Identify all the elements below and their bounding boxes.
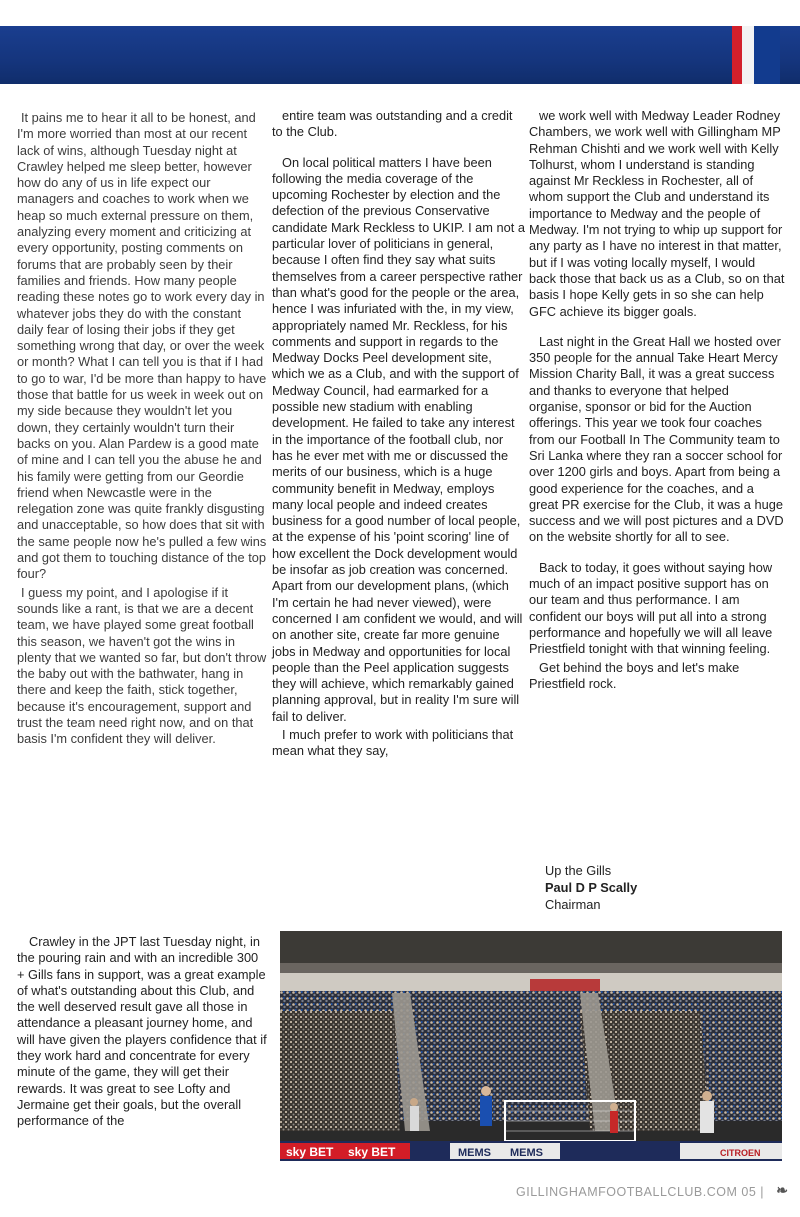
header-stripe-white: [742, 26, 754, 84]
signature-block: [545, 862, 637, 913]
board-citroen: CITROEN: [720, 1148, 761, 1158]
article-paragraph: Crawley in the JPT last Tuesday night, in the pouring rain and with an incredible 300 + Gills fans in support, was a great example of what's outstanding about this Club, and the well deserved result gave all those in attendance a pleasant journey home, and will have given the players confidence that if they work hard and concentrate for every minute of the game, they will get their rewards. It was great to see Lofty and Jermaine get their goals, but the overall performance of the: [17, 934, 267, 1129]
header-band: [0, 26, 800, 84]
article-paragraph: Back to today, it goes without saying how much of an impact positive support has on our team and thus performance. I am confident our boys will put all into a strong performance and hopefully we will all leave Priestfield tonight with that winning feeling.: [529, 559, 773, 657]
stadium-photo: [280, 931, 782, 1161]
board-mems-1: MEMS: [458, 1147, 491, 1159]
article-paragraph: we work well with Medway Leader Rodney Chambers, we work well with Gillingham MP Rehman Chishti and we work well with Kelly Tolhurst, whom I understand is standing against Mr Reckless in Rochester, all of whom support the Club and understand its importance to Medway and the people of Medway. I'm not trying to whip up support for any party as I have no interest in that matter, but if I was voting locally myself, I would back those that back us as a Club, so on that basis I hope Kelly gets in so she can help GFC achieve its bigger goals.: [529, 108, 785, 319]
article-paragraph: I much prefer to work with politicians that mean what they say,: [272, 726, 514, 759]
author-role: Chairman: [545, 897, 601, 912]
article-paragraph: It pains me to hear it all to be honest, and I'm more worried than most at our recent lack of wins, although Tuesday night at Crawley helped me sleep better, however how do any of us in life expect our managers and coaches to work when we heap so much external pressure on them, analyzing every moment and criticizing at every opportunity, posting comments on forums that are probably seen by their families and friends. How many people reading these notes go to work every day in whatever jobs they do with the constant daily fear of losing their jobs if they get something wrong that day, or over the week or month? What I can tell you is that if I had to go to war, I'd be more than happy to have those that battle for us week in week out on my side because they wouldn't let you down, they certainly wouldn't turn their backs on you. Alan Pardew is a good mate of mine and I can tell you the abuse he and his family were getting from our Geordie friend when Newcastle were in the relegation zone was quite frankly disgusting and unacceptable, so how does that sit with the same people now he's pulled a few wins and got them to touching distance of the top four?: [17, 110, 267, 582]
header-stripe-red: [732, 26, 742, 84]
article-column-left: [17, 110, 267, 748]
stadium-photo-svg: [280, 931, 782, 1161]
article-paragraph: Last night in the Great Hall we hosted over 350 people for the annual Take Heart Mercy Mission Charity Ball, it was a great success and thanks to everyone that helped organise, sponsor or bid for the Auction offerings. This year we took four coaches from our Football In The Community team to Sri Lanka where they ran a soccer school for over 1200 girls and boys. Apart from being a good experience for the coaches, and a great PR exercise for the Club, it was a huge success and we will post pictures and a DVD on the website shortly for all to see.: [529, 333, 784, 545]
article-paragraph: I guess my point, and I apologise if it sounds like a rant, is that we are a decent team, we have played some great football this season, we haven't got the wins in plenty that we wanted so far, but don't throw the baby out with the bathwater, hang in there and keep the faith, stick together, because it's encouragement, support and trust the team need right now, and on that basis I'm confident they will deliver.: [17, 584, 267, 747]
signoff: Up the Gills: [545, 863, 612, 878]
board-skybet-2: sky BET: [348, 1145, 396, 1159]
article-paragraph: entire team was outstanding and a credit to the Club.: [272, 108, 513, 140]
article-paragraph: Get behind the boys and let's make Priestfield rock.: [529, 659, 740, 691]
author-name: Paul D P Scally: [545, 880, 638, 895]
board-mems-2: MEMS: [510, 1147, 543, 1159]
board-skybet-1: sky BET: [286, 1145, 334, 1159]
article-column-bottom-left: [17, 934, 267, 1130]
article-column-middle: [272, 108, 526, 760]
article-paragraph: On local political matters I have been following the media coverage of the upcoming Rochester by election and the defection of the previous Conservative candidate Mark Reckless to UKIP. I am not a particular lover of politicians in general, because I often find they say what suits themselves from a career perspective rather than what's good for the people or the area, hence I was infuriated with the, in my view, appropriately named Mr. Reckless, for his comments and support in regards to the Medway Docks Peel development site, which we as a Club, and with the support of Medway Council, had earmarked for a possible new stadium with enabling development. He failed to take any interest in the importance of the football club, nor has he ever met with me or discussed the merits of our business, which is a huge community benefit in Medway, employs many local people and indeed creates business for a good number of local people, at the expense of his 'point scoring' line of how excellent the Dock development would be insofar as job creation was concerned. Apart from our development plans, (which I'm certain he had never viewed), were concerned I am confident we would, and will on another site, create far more genuine jobs in Medway and opportunities for local people than the Peel application suggests they will achieve, which remarkably gained planning approval, but in reality I'm sure will fail to deliver.: [272, 154, 525, 724]
article-column-right: [529, 108, 785, 692]
page-mark-icon: ❧: [776, 1182, 788, 1198]
footer-site: GILLINGHAMFOOTBALLCLUB.COM 05 |: [516, 1185, 764, 1199]
header-stripe-blue: [754, 26, 780, 84]
